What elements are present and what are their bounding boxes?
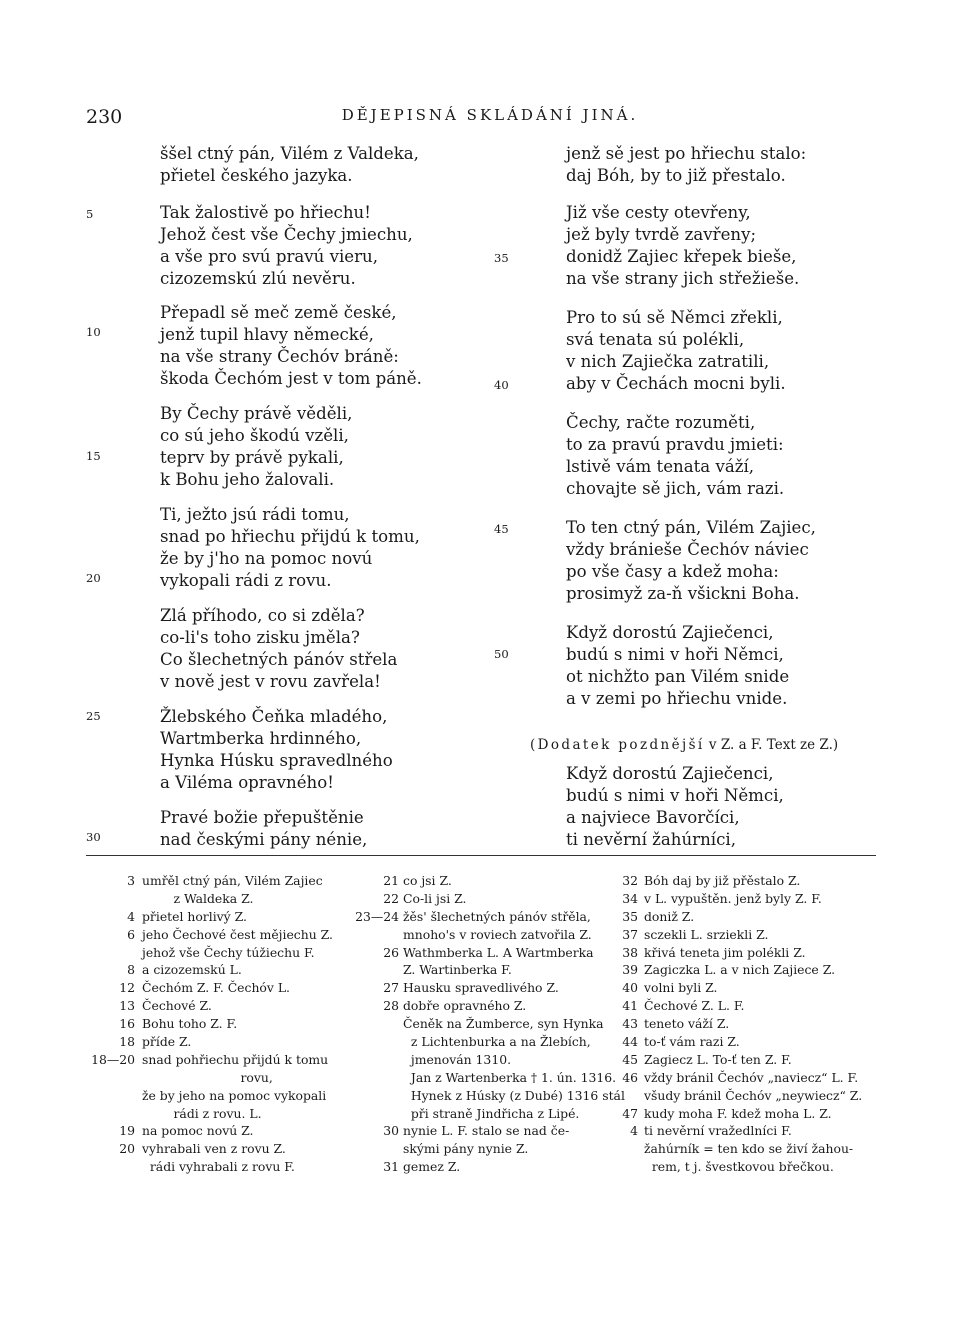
footnote-row <box>604 1105 876 1123</box>
footnote-text: a cizozemskú L. <box>142 962 242 978</box>
footnote-number: 4 <box>630 1123 638 1139</box>
footnote-text: teneto váží Z. <box>644 1016 730 1032</box>
footnote-row <box>604 979 876 997</box>
footnote-number: 26 <box>383 944 399 960</box>
footnote-text: Hausku spravedlivého Z. <box>403 980 559 996</box>
running-head: DĚJEPISNÁ SKLÁDÁNÍ JINÁ. <box>341 106 639 124</box>
stanza <box>160 605 397 693</box>
line-number: 50 <box>494 647 509 661</box>
verse-line: lstivě vám tenata váží, <box>566 456 755 476</box>
verse-line: na vše strany Čechóv bráně: <box>160 346 399 366</box>
footnote-number: 40 <box>622 980 638 996</box>
footnote-text: Čeněk na Žumberce, syn Hynka <box>403 1016 604 1032</box>
stanza <box>566 307 786 395</box>
footnote-number: 4 <box>127 908 135 924</box>
verse-line: svá tenata sú polékli, <box>566 329 745 349</box>
footnote-text: rádi z rovu. L. <box>142 1105 262 1121</box>
footnote-text: křivá teneta jim polékli Z. <box>644 944 806 960</box>
line-number: 15 <box>86 449 101 463</box>
footnote-text: žěs' šlechetných pánóv střěla, <box>403 908 591 924</box>
footnote-text: Hynek z Húsky (z Dubé) 1316 stál <box>403 1087 625 1103</box>
footnote-text: kudy moha F. kdež moha L. Z. <box>644 1105 832 1121</box>
verse-line: že by j'ho na pomoc novú <box>160 548 373 568</box>
footnote-row <box>604 926 876 944</box>
footnote-text: Čechóm Z. F. Čechóv L. <box>142 980 290 996</box>
verse-line: nad českými pány nénie, <box>160 829 368 849</box>
footnote-text: to-ť vám razi Z. <box>644 1034 740 1050</box>
verse-line: Jehož čest vše Čechy jmiechu, <box>160 224 413 244</box>
verse-line: Když dorostú Zajiečenci, <box>566 623 774 642</box>
footnote-text: skými pány nynie Z. <box>403 1141 529 1157</box>
verse-line: budú s nimi v hoři Němci, <box>566 644 784 664</box>
footnote-number: 3 <box>127 873 135 888</box>
footnote-text: rádi vyhrabali z rovu F. <box>142 1159 295 1175</box>
footnote-text: Z. Wartinberka F. <box>403 962 512 978</box>
footnote-text: všudy bránil Čechóv „neywiecz“ Z. <box>644 1087 863 1103</box>
footnote-row <box>346 961 616 979</box>
verse-line: co-li's toho zisku jměla? <box>160 627 360 647</box>
footnote-text: jmenován 1310. <box>403 1051 512 1067</box>
verse-line: vždy bránieše Čechóv náviec <box>566 539 809 559</box>
stanza <box>160 504 420 592</box>
footnote-text: Zagiczka L. a v nich Zajiece Z. <box>644 962 836 978</box>
footnote-row <box>346 890 616 908</box>
footnote-row <box>346 1069 616 1087</box>
footnote-text: Zagiecz L. To-ť ten Z. F. <box>644 1051 792 1067</box>
footnote-row <box>86 908 356 926</box>
footnote-number: 16 <box>119 1016 135 1032</box>
footnote-text: Bóh daj by již přěstalo Z. <box>644 873 801 888</box>
footnote-text: Bohu toho Z. F. <box>142 1016 238 1032</box>
footnote-row <box>346 1122 616 1140</box>
verse-line: Wartmberka hrdinného, <box>160 728 362 748</box>
footnote-row <box>604 944 876 962</box>
footnote-row <box>346 1051 616 1069</box>
footnote-text: dobře opravného Z. <box>403 998 527 1014</box>
verse-line: ti nevěrní žahúrníci, <box>566 829 736 849</box>
footnote-number: 44 <box>622 1034 638 1050</box>
footnote-text: při straně Jindřicha z Lipé. <box>403 1105 580 1121</box>
verse-line: jenž sě jest po hřiechu stalo: <box>566 144 807 163</box>
verse-line: co sú jeho škodú vzěli, <box>160 425 349 445</box>
footnote-number: 45 <box>622 1051 638 1067</box>
stanza <box>566 517 816 605</box>
footnote-number: 43 <box>622 1016 638 1032</box>
verse-line: na vše strany jich střežieše. <box>566 268 800 288</box>
verse-line: a najviece Bavorčíci, <box>566 807 740 827</box>
verse-line: po vše časy a kdež moha: <box>566 561 779 581</box>
footnote-row <box>86 872 356 890</box>
line-number: 10 <box>86 325 101 339</box>
footnote-text: rovu, <box>142 1069 273 1085</box>
verse-line: v nově jest v rovu zavřela! <box>160 671 381 691</box>
footnote-text: že by jeho na pomoc vykopali <box>142 1087 327 1103</box>
footnote-row <box>86 1069 356 1087</box>
footnote-number: 32 <box>622 873 638 888</box>
footnotes-column-3 <box>604 872 876 1176</box>
footnote-number: 6 <box>127 926 135 942</box>
verse-line: By Čechy právě věděli, <box>160 404 353 423</box>
footnote-number: 12 <box>119 980 135 996</box>
verse-line: Hynka Húsku spravedlného <box>160 750 393 770</box>
stanza <box>566 202 799 290</box>
line-number: 45 <box>494 522 509 536</box>
footnote-row <box>86 1051 356 1069</box>
footnote-row <box>604 961 876 979</box>
footnote-text: vyhrabali ven z rovu Z. <box>142 1141 286 1157</box>
footnote-row <box>346 944 616 962</box>
stanza <box>566 763 784 851</box>
footnote-number: 28 <box>383 998 399 1014</box>
verse-line: Přepadl sě meč země české, <box>160 303 397 322</box>
footnote-text: vždy bránil Čechóv „naviecz“ L. F. <box>644 1069 859 1085</box>
footnote-row <box>604 1140 876 1158</box>
verse-line: Když dorostú Zajiečenci, <box>566 764 774 783</box>
verse-line: a Viléma opravného! <box>160 772 334 792</box>
footnote-text: z Waldeka Z. <box>142 890 254 906</box>
verse-line: teprv by právě pykali, <box>160 447 344 467</box>
page-number: 230 <box>86 106 123 128</box>
footnote-text: jeho Čechové čest mějiechu Z. <box>142 926 333 942</box>
footnote-number: 18 <box>119 1034 135 1050</box>
verse-line: Žlebského Čeňka mladého, <box>160 707 388 726</box>
footnote-text: volni byli Z. <box>644 980 718 996</box>
footnote-number: 27 <box>383 980 399 996</box>
footnote-row <box>346 1140 616 1158</box>
stanza <box>566 622 789 710</box>
stanza <box>566 143 806 187</box>
verse-line: ot nichžto pan Vilém snide <box>566 666 790 686</box>
footnote-number: 35 <box>622 908 638 924</box>
verse-line: jenž tupil hlavy německé, <box>160 324 374 344</box>
footnote-text: Čechové Z. <box>142 998 212 1014</box>
verse-line: jež byly tvrdě zavřeny; <box>566 224 757 244</box>
verse-line: k Bohu jeho žalovali. <box>160 469 335 489</box>
verse-line: vykopali rádi z rovu. <box>160 570 332 590</box>
footnote-row <box>604 1087 876 1105</box>
footnote-row <box>346 1087 625 1105</box>
footnote-row <box>604 1069 876 1087</box>
verse-line: Co šlechetných pánóv střela <box>160 649 398 669</box>
verse-line: cizozemskú zlú nevěru. <box>160 268 356 288</box>
footnote-text: z Lichtenburka a na Žlebích, <box>403 1034 591 1050</box>
footnote-row <box>86 944 356 962</box>
stanza <box>160 202 413 290</box>
footnote-row <box>604 997 876 1015</box>
verse-line: To ten ctný pán, Vilém Zajiec, <box>566 518 816 537</box>
verse-line: Ti, ježto jsú rádi tomu, <box>160 505 350 524</box>
footnote-text: žahúrník = ten kdo se živí žahou- <box>644 1141 854 1157</box>
footnote-row <box>86 997 356 1015</box>
footnote-number: 34 <box>622 890 638 906</box>
line-number: 30 <box>86 830 101 844</box>
verse-line: Tak žalostivě po hřiechu! <box>160 203 371 222</box>
footnote-row <box>346 908 616 926</box>
verse-line: budú s nimi v hoři Němci, <box>566 785 784 805</box>
footnote-row <box>604 908 876 926</box>
footnote-text: Jan z Wartenberka † 1. ún. 1316. <box>403 1069 617 1085</box>
stanza <box>566 412 784 500</box>
footnote-text: v L. vypuštěn. jenž byly Z. F. <box>644 890 822 906</box>
footnote-number: 41 <box>622 998 638 1014</box>
footnote-row <box>604 872 876 890</box>
footnote-text: na pomoc novú Z. <box>142 1123 254 1139</box>
footnote-text: Wathmberka L. A Wartmberka <box>403 944 594 960</box>
footnote-row <box>86 926 356 944</box>
footnote-text: doniž Z. <box>644 908 695 924</box>
footnote-number: 13 <box>119 998 135 1014</box>
stanza <box>160 706 393 794</box>
footnote-text: jehož vše Čechy túžiechu F. <box>142 944 315 960</box>
footnote-text: ti nevěrní vražedlníci F. <box>644 1123 792 1139</box>
footnote-row <box>604 1015 876 1033</box>
verse-line: to za pravú pravdu jmieti: <box>566 434 784 454</box>
verse-line: prosimyž za-ň všickni Boha. <box>566 583 800 603</box>
footnote-number: 46 <box>622 1069 638 1085</box>
footnote-number: 23—24 <box>355 908 399 924</box>
verse-line: daj Bóh, by to již přestalo. <box>566 165 786 185</box>
footnote-row <box>86 1033 356 1051</box>
verse-line: škoda Čechóm jest v tom páně. <box>160 368 422 388</box>
line-number: 35 <box>494 251 509 265</box>
footnote-number: 47 <box>622 1105 638 1121</box>
footnote-row <box>86 1105 356 1123</box>
verse-line: a v zemi po hřiechu vnide. <box>566 688 788 708</box>
footnote-number: 39 <box>622 962 638 978</box>
footnote-row <box>604 1051 876 1069</box>
verse-line: a vše pro svú pravú vieru, <box>160 246 379 266</box>
footnote-row <box>86 979 356 997</box>
addendum-note <box>530 737 838 753</box>
footnotes-column-1 <box>86 872 356 1176</box>
footnote-number: 8 <box>127 962 135 978</box>
verse-line: snad po hřiechu přijdú k tomu, <box>160 526 420 546</box>
footnote-row <box>604 1033 876 1051</box>
verse-line: Zlá příhodo, co si zděla? <box>160 606 365 625</box>
footnote-row <box>86 1122 356 1140</box>
stanza <box>160 143 419 187</box>
footnote-number: 30 <box>383 1123 399 1139</box>
footnote-row <box>86 1015 356 1033</box>
line-number: 40 <box>494 378 509 392</box>
footnote-text: příde Z. <box>142 1034 192 1050</box>
footnote-row <box>604 890 876 908</box>
footnote-row <box>86 1140 356 1158</box>
footnote-number: 37 <box>622 926 638 942</box>
verse-line: donidž Zajiec křepek bieše, <box>566 246 797 266</box>
footnote-row <box>604 1122 876 1140</box>
footnotes-column-2 <box>346 872 625 1176</box>
footnote-text: umřěl ctný pán, Vilém Zajiec <box>142 873 323 888</box>
footnote-rule <box>86 855 876 856</box>
stanza <box>160 403 352 491</box>
verse-line: ššel ctný pán, Vilém z Valdeka, <box>160 144 419 163</box>
addendum-note-rest: v Z. a F. Text ze Z.) <box>704 737 839 753</box>
footnote-number: 18—20 <box>91 1051 135 1067</box>
footnote-row <box>86 961 356 979</box>
verse-line: v nich Zajiečka zatratili, <box>566 351 770 371</box>
verse-line: chovajte sě jich, vám razi. <box>566 478 785 498</box>
footnote-text: mnoho's v roviech zatvořila Z. <box>403 926 592 942</box>
footnote-number: 38 <box>622 944 638 960</box>
verse-line: Čechy, račte rozuměti, <box>566 413 756 432</box>
footnote-number: 19 <box>119 1123 135 1139</box>
footnote-text: snad pohřiechu přijdú k tomu <box>142 1051 329 1067</box>
footnote-text: přietel horlivý Z. <box>142 908 247 924</box>
footnote-row <box>86 890 356 908</box>
footnote-row <box>346 872 616 890</box>
footnote-number: 31 <box>383 1159 399 1175</box>
footnote-text: sczekli L. srziekli Z. <box>644 926 769 942</box>
footnote-text: rem, t j. švestkovou břečkou. <box>644 1159 834 1175</box>
verse-line: aby v Čechách mocni byli. <box>566 373 786 393</box>
verse-line: Pravé božie přepuštěnie <box>160 808 364 827</box>
footnote-row <box>346 997 616 1015</box>
footnote-row <box>346 1015 616 1033</box>
line-number: 5 <box>86 207 94 221</box>
footnote-number: 21 <box>383 873 399 888</box>
footnote-row <box>346 979 616 997</box>
footnote-row <box>346 1105 616 1123</box>
footnote-number: 20 <box>119 1141 135 1157</box>
footnote-text: co jsi Z. <box>403 873 452 888</box>
line-number: 25 <box>86 709 101 723</box>
footnote-text: Čechové Z. L. F. <box>644 998 745 1014</box>
stanza <box>160 807 367 851</box>
footnote-row <box>346 1033 616 1051</box>
verse-line: Již vše cesty otevřeny, <box>566 203 751 222</box>
footnote-text: gemez Z. <box>403 1159 461 1175</box>
footnote-text: Co-li jsi Z. <box>403 890 467 906</box>
footnote-text: nynie L. F. stalo se nad če- <box>403 1123 570 1139</box>
addendum-note-spaced: (Dodatek pozdnější <box>530 737 705 753</box>
stanza <box>160 302 422 390</box>
footnote-row <box>346 1158 616 1176</box>
line-number: 20 <box>86 571 101 585</box>
footnote-row <box>86 1087 356 1105</box>
footnote-row <box>604 1158 876 1176</box>
footnote-row <box>346 926 616 944</box>
footnote-number: 22 <box>383 890 399 906</box>
footnote-row <box>86 1158 356 1176</box>
verse-line: přietel českého jazyka. <box>160 165 353 185</box>
verse-line: Pro to sú sě Němci zřekli, <box>566 308 783 327</box>
